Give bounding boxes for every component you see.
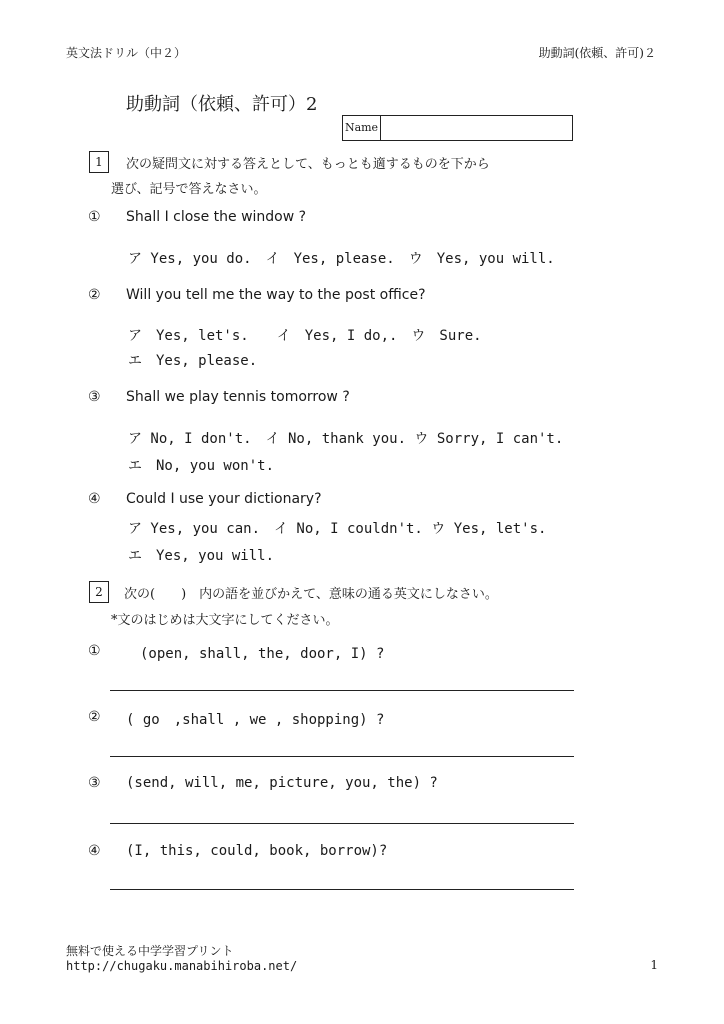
reorder-4-marker: ④ — [88, 843, 101, 859]
footer-url[interactable]: http://chugaku.manabihiroba.net/ — [66, 959, 298, 973]
page-title: 助動詞（依頼、許可）2 — [126, 94, 318, 115]
question-2-marker: ② — [88, 287, 101, 303]
question-4-text: Could I use your dictionary? — [126, 491, 322, 507]
question-1-marker: ① — [88, 209, 101, 225]
page-number: 1 — [650, 958, 658, 972]
question-1-options: ア Yes, you do. イ Yes, please. ウ Yes, you will. — [128, 251, 555, 267]
answer-line-2[interactable] — [110, 756, 574, 757]
question-4-options-line1: ア Yes, you can. イ No, I couldn't. ウ Yes, let's. — [128, 521, 547, 537]
question-2-options-line1: ア Yes, let's. イ Yes, I do,. ウ Sure. — [128, 328, 482, 344]
header-left: 英文法ドリル（中２） — [66, 46, 187, 60]
question-3-options-line2: エ No, you won't. — [128, 458, 275, 474]
question-3-options-line1: ア No, I don't. イ No, thank you. ウ Sorry, I can't. — [128, 431, 564, 447]
footer-line1: 無料で使える中学学習プリント — [66, 944, 234, 958]
question-3-text: Shall we play tennis tomorrow ? — [126, 389, 350, 405]
answer-line-1[interactable] — [110, 690, 574, 691]
section-1-number: 1 — [89, 151, 109, 173]
reorder-4-text: (I, this, could, book, borrow)? — [126, 843, 388, 859]
question-1-text: Shall I close the window ? — [126, 209, 307, 225]
section-1-instruction-line1: 次の疑問文に対する答えとして、もっとも適するものを下から — [126, 157, 490, 172]
answer-line-4[interactable] — [110, 889, 574, 890]
question-2-options-line2: エ Yes, please. — [128, 353, 258, 369]
section-1-instruction-line2: 選び、記号で答えなさい。 — [111, 182, 267, 197]
section-2-instruction-line2: *文のはじめは大文字にしてください。 — [111, 613, 339, 628]
name-label: Name — [343, 116, 381, 140]
section-2-instruction-line1: 次の( ) 内の語を並びかえて、意味の通る英文にしなさい。 — [124, 587, 498, 602]
reorder-2-marker: ② — [88, 709, 101, 725]
question-2-text: Will you tell me the way to the post office? — [126, 287, 426, 303]
reorder-1-text: (open, shall, the, door, I) ? — [126, 646, 385, 662]
reorder-1-marker: ① — [88, 643, 101, 659]
reorder-3-marker: ③ — [88, 775, 101, 791]
question-4-marker: ④ — [88, 491, 101, 507]
reorder-2-text: ( go ,shall , we , shopping) ? — [126, 712, 385, 728]
reorder-3-text: (send, will, me, picture, you, the) ? — [126, 775, 438, 791]
question-4-options-line2: エ Yes, you will. — [128, 548, 275, 564]
answer-line-3[interactable] — [110, 823, 574, 824]
question-3-marker: ③ — [88, 389, 101, 405]
name-field[interactable] — [342, 115, 573, 141]
section-2-number: 2 — [89, 581, 109, 603]
header-right: 助動詞(依頼、許可)２ — [538, 46, 656, 60]
